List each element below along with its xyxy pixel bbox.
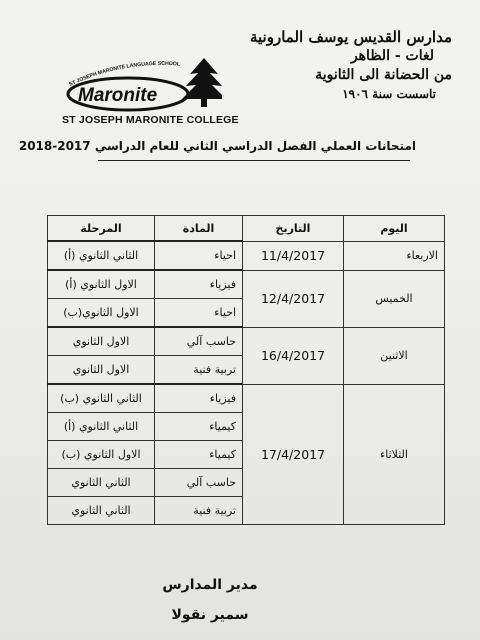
header-level: المرحلة [48,216,155,242]
subject-cell: كيمياء [155,413,243,441]
subject-cell: تربية فنية [155,356,243,385]
logo-arc-text: ST JOSEPH MARONITE LANGUAGE SCHOOL [68,60,181,88]
subject-cell: فيزياء [155,270,243,299]
day-cell: الاثنين [344,327,445,384]
level-cell: الاول الثانوي (أ) [48,270,155,299]
signature-block [150,570,270,630]
level-cell: الثاني الثانوي [48,497,155,525]
level-cell: الاول الثانوي (ب) [48,441,155,469]
subject-cell: فيزياء [155,384,243,413]
school-name-line-2: لغات - الظاهر [350,48,434,64]
day-cell: الثلاثاء [344,384,445,525]
subject-cell: حاسب آلي [155,469,243,497]
level-cell: الثاني الثانوي (أ) [48,413,155,441]
signatory-role: مدير المدارس [162,577,258,593]
day-cell: الاربعاء [344,241,445,270]
date-cell: 16/4/2017 [243,327,344,384]
logo-wordmark: Maronite [78,85,158,106]
subject-cell: كيمياء [155,441,243,469]
level-cell: الثاني الثانوي (أ) [48,241,155,270]
subject-cell: حاسب آلي [155,327,243,356]
signatory-name: سمير نقولا [171,607,249,623]
table-header-row [48,216,445,242]
document-title: امتحانات العملي الفصل الدراسي الثاني للعام الدراسي 2017-2018 [18,139,416,153]
cedar-tree-icon [182,58,222,107]
subject-cell: تربية فنية [155,497,243,525]
header-date: التاريخ [243,216,344,242]
school-name-line-1: مدارس القديس يوسف المارونية [249,28,452,46]
level-cell: الثاني الثانوي [48,469,155,497]
school-name-block [250,28,452,104]
date-cell: 12/4/2017 [243,270,344,327]
date-cell: 11/4/2017 [243,241,344,270]
level-cell: الثاني الثانوي (ب) [48,384,155,413]
school-founded-line: تاسست سنة ١٩٠٦ [342,87,436,101]
table-row [48,241,445,270]
header-day: اليوم [344,216,445,242]
table-row [48,327,445,356]
date-cell: 17/4/2017 [243,384,344,525]
level-cell: الاول الثانوي [48,327,155,356]
day-cell: الخميس [344,270,445,327]
table-row [48,270,445,299]
level-cell: الاول الثانوي [48,356,155,385]
table-row [48,384,445,413]
level-cell: الاول الثانوي(ب) [48,299,155,328]
title-underline [98,160,410,161]
subject-cell: احياء [155,241,243,270]
header-subject: المادة [155,216,243,242]
exam-schedule-table [47,215,445,525]
subject-cell: احياء [155,299,243,328]
college-name-en: ST JOSEPH MARONITE COLLEGE [62,114,239,126]
school-name-line-3: من الحضانة الى الثانوية [315,67,452,83]
